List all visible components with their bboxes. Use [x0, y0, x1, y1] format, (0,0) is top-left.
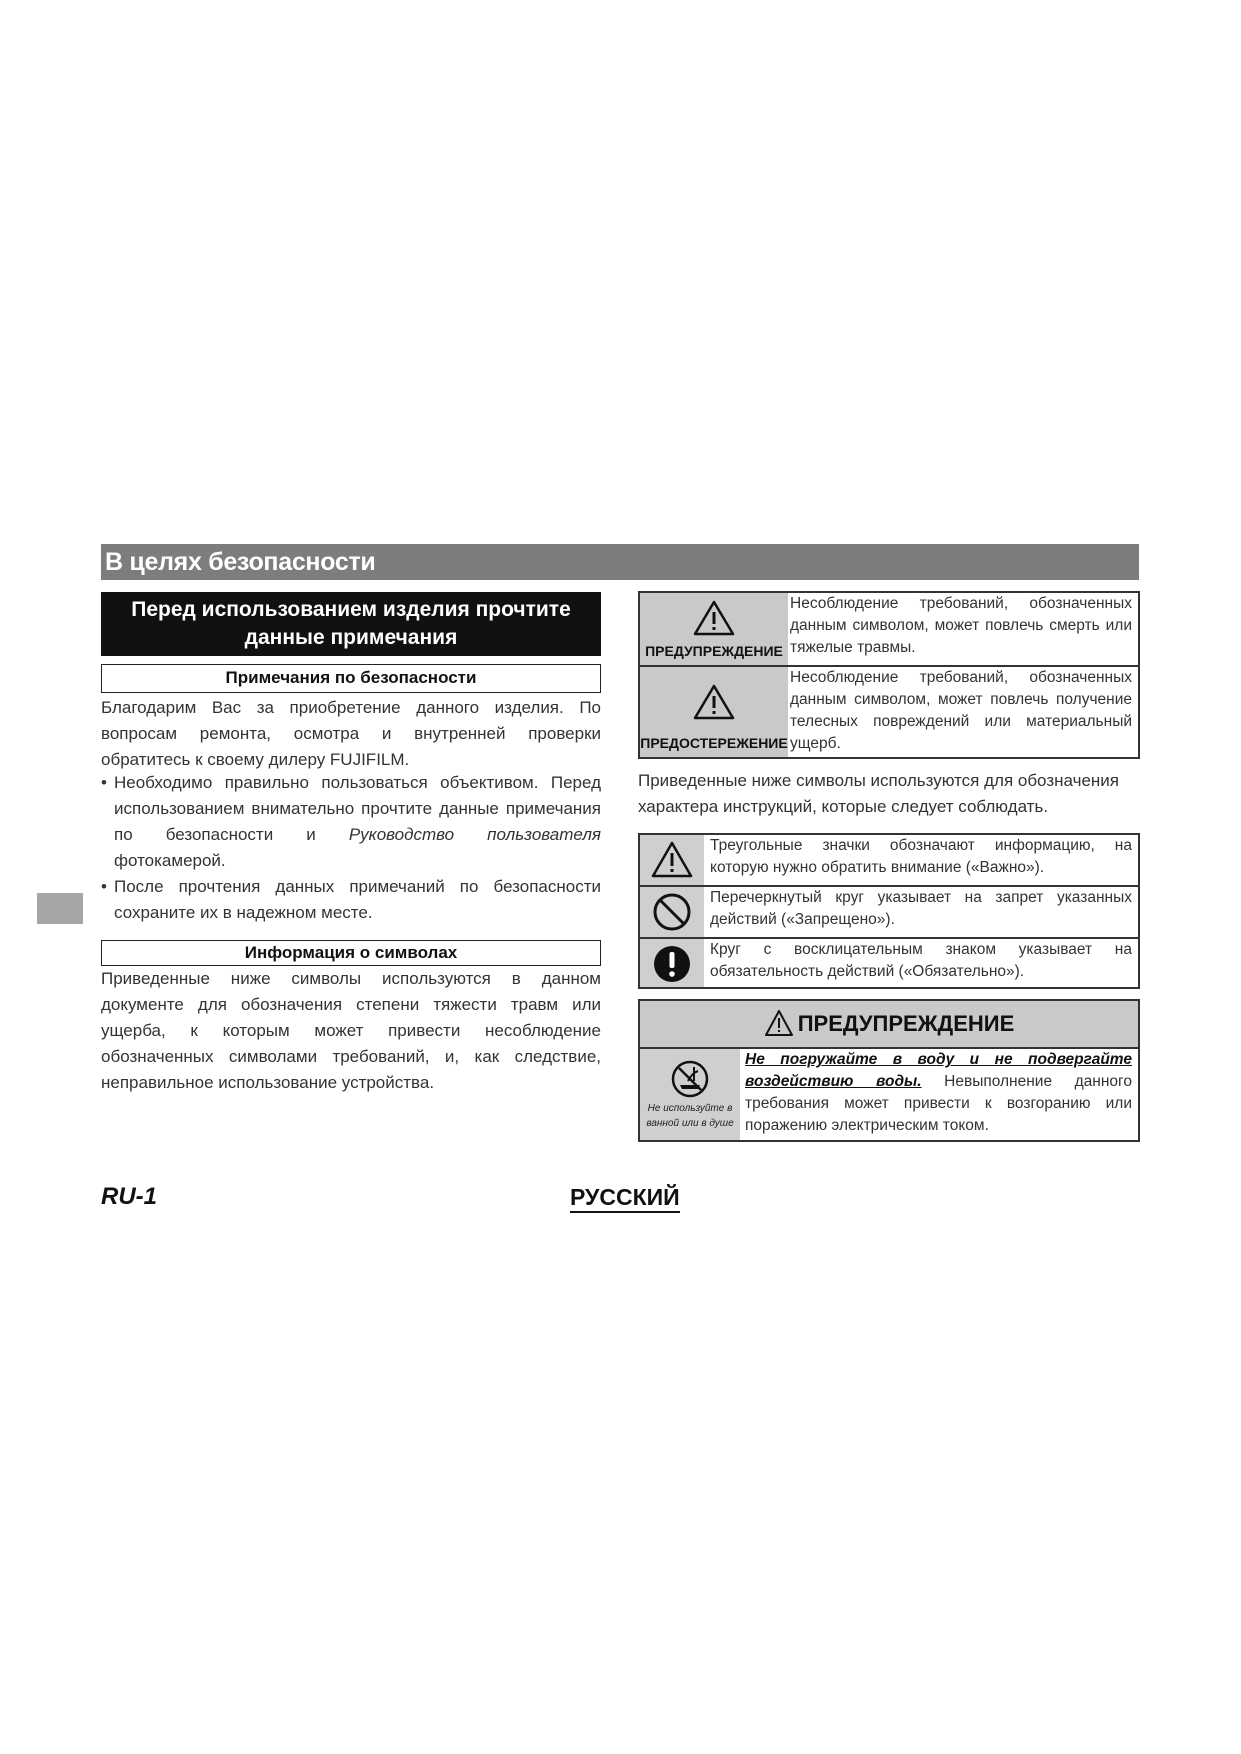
- warning-triangle-icon: [692, 599, 736, 637]
- warning-triangle-icon: [764, 1009, 794, 1037]
- language-label: РУССКИЙ: [570, 1183, 680, 1213]
- hazard-row-warning: [640, 593, 1138, 667]
- prohibited-circle-icon: [650, 892, 694, 932]
- symbol-row: [640, 835, 1138, 887]
- safety-bullets: [101, 770, 601, 926]
- warning-triangle-icon: [692, 683, 736, 721]
- symbols-info-heading: Информация о символах: [101, 940, 601, 966]
- symbol-table: [638, 833, 1140, 989]
- safety-notes-heading: Примечания по безопасности: [101, 664, 601, 693]
- hazard-label: ПРЕДОСТЕРЕЖЕНИЕ: [640, 735, 788, 751]
- bullet-text: фотокамерой.: [114, 851, 226, 870]
- warning-icon-caption: Не используйте в ванной или в душе: [646, 1103, 734, 1129]
- warning-body-text: Невыполнение данного требования может привести к возгоранию или поражению электрическим током.: [745, 1073, 1132, 1134]
- symbols-info-paragraph: Приведенные ниже символы используются в данном документе для обозначения степени тяжести травм или ущерба, к которым может привести несоблюдение обозначенных символами требований, и, как следствие, неправильное использование устройства.: [101, 969, 601, 1092]
- hazard-label: ПРЕДУПРЕЖДЕНИЕ: [645, 643, 783, 659]
- symbol-description: Треугольные значки обозначают информацию, на которую нужно обратить внимание («Важно»).: [710, 837, 1132, 876]
- hazard-level-table: [638, 591, 1140, 759]
- warning-title: ПРЕДУПРЕЖДЕНИЕ: [797, 1011, 1015, 1036]
- symbol-row: [640, 939, 1138, 987]
- manual-title: Руководство пользователя: [348, 825, 601, 844]
- warning-box: [638, 999, 1140, 1142]
- bullet-item: • Необходимо правильно пользоваться объективом. Перед использованием внимательно прочтите данные примечания по безопасности и Руководство пользователя фотокамерой.: [101, 773, 601, 870]
- exclamation-circle-icon: [650, 944, 694, 984]
- warning-heading: [640, 1001, 1138, 1049]
- bullet-text: После прочтения данных примечаний по безопасности сохраните их в надежном месте.: [114, 877, 601, 922]
- symbol-description: Перечеркнутый круг указывает на запрет указанных действий («Запрещено»).: [710, 889, 1132, 928]
- symbol-row: [640, 887, 1138, 939]
- hazard-description: Несоблюдение требований, обозначенных данным символом, может повлечь получение телесных повреждений или материальный ущерб.: [790, 669, 1132, 752]
- no-water-icon: [670, 1059, 710, 1099]
- symbols-lead-text: Приведенные ниже символы используются для обозначения характера инструкций, которые следует соблюдать.: [638, 771, 1119, 816]
- hazard-description: Несоблюдение требований, обозначенных данным символом, может повлечь смерть или тяжелые травмы.: [790, 595, 1132, 656]
- intro-banner: Перед использованием изделия прочтите данные примечания: [101, 592, 601, 656]
- intro-paragraph: Благодарим Вас за приобретение данного изделия. По вопросам ремонта, осмотра и внутренней проверки обратитесь к своему дилеру FUJIFILM.: [101, 698, 601, 769]
- section-title: В целях безопасности: [101, 544, 1139, 580]
- symbol-description: Круг с восклицательным знаком указывает на обязательность действий («Обязательно»).: [710, 941, 1132, 980]
- bullet-item: • После прочтения данных примечаний по безопасности сохраните их в надежном месте.: [101, 877, 601, 922]
- side-tab-marker: [37, 893, 83, 924]
- hazard-row-caution: [640, 667, 1138, 757]
- warning-bold-text: Не погружайте в воду и не подвергайте воздействию воды.: [745, 1051, 1132, 1090]
- bullet-text: Необходимо правильно пользоваться объективом. Перед использованием внимательно прочтите данные примечания по безопасности и: [114, 773, 601, 844]
- page-number: RU-1: [101, 1183, 158, 1210]
- warning-triangle-icon: [650, 840, 694, 880]
- warning-text: [745, 1049, 1132, 1137]
